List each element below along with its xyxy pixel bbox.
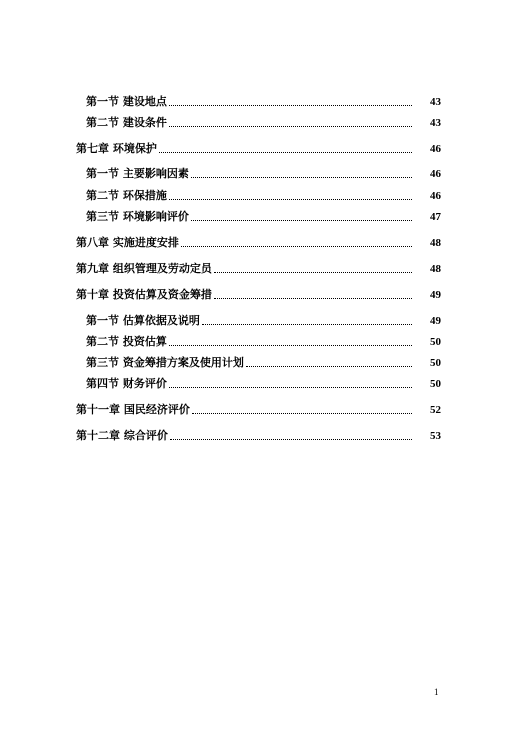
toc-entry-page: 50 — [430, 336, 441, 348]
toc-entry-page: 46 — [430, 143, 441, 155]
toc-entry-page: 49 — [430, 315, 441, 327]
dot-leader — [170, 438, 412, 440]
toc-entry-page: 43 — [430, 96, 441, 108]
toc-entry[interactable] — [76, 401, 441, 417]
dot-leader — [169, 344, 412, 346]
dot-leader — [169, 104, 412, 106]
dot-leader — [169, 125, 412, 127]
toc-entry-label: 第一节 估算依据及说明 — [86, 314, 200, 327]
dot-leader — [191, 176, 412, 178]
page-number: 1 — [434, 687, 439, 697]
toc-entry-page: 47 — [430, 211, 441, 223]
toc-entry[interactable] — [76, 140, 441, 156]
toc-entry-page: 48 — [430, 263, 441, 275]
toc-entry-label: 第一节 建设地点 — [86, 95, 167, 108]
toc-entry-label: 第三节 资金筹措方案及使用计划 — [86, 356, 244, 369]
toc-entry-page: 50 — [430, 357, 441, 369]
toc-entry[interactable] — [76, 286, 441, 302]
toc-entry-label: 第九章 组织管理及劳动定员 — [76, 262, 212, 275]
toc-entry-label: 第八章 实施进度安排 — [76, 236, 179, 249]
toc-entry[interactable] — [86, 187, 441, 203]
toc-entry[interactable] — [86, 354, 441, 370]
dot-leader — [214, 297, 412, 299]
toc-entry-label: 第一节 主要影响因素 — [86, 167, 189, 180]
dot-leader — [159, 151, 412, 153]
toc-entry-label: 第二节 环保措施 — [86, 189, 167, 202]
dot-leader — [169, 386, 412, 388]
toc-entry-page: 52 — [430, 404, 441, 416]
toc-entry[interactable] — [86, 93, 441, 109]
toc-entry-page: 48 — [430, 237, 441, 249]
toc-entry[interactable] — [86, 114, 441, 130]
dot-leader — [169, 198, 412, 200]
toc-entry[interactable] — [86, 208, 441, 224]
toc-entry-page: 46 — [430, 190, 441, 202]
toc-entry-label: 第二节 建设条件 — [86, 116, 167, 129]
toc-entry-label: 第二节 投资估算 — [86, 335, 167, 348]
toc-entry[interactable] — [76, 427, 441, 443]
dot-leader — [246, 365, 412, 367]
toc-entry[interactable] — [86, 333, 441, 349]
toc-entry-page: 50 — [430, 378, 441, 390]
toc-entry-label: 第十二章 综合评价 — [76, 429, 168, 442]
dot-leader — [214, 271, 412, 273]
toc-entry-label: 第三节 环境影响评价 — [86, 210, 189, 223]
toc-entry-page: 43 — [430, 117, 441, 129]
dot-leader — [202, 323, 412, 325]
toc-entry-label: 第四节 财务评价 — [86, 377, 167, 390]
dot-leader — [192, 412, 412, 414]
dot-leader — [181, 245, 412, 247]
toc-entry-label: 第七章 环境保护 — [76, 142, 157, 155]
toc-entry-page: 46 — [430, 168, 441, 180]
toc-entry[interactable] — [86, 312, 441, 328]
toc-entry-page: 53 — [430, 430, 441, 442]
dot-leader — [191, 219, 412, 221]
toc-entry[interactable] — [86, 165, 441, 181]
toc-entry-page: 49 — [430, 289, 441, 301]
toc-entry-label: 第十章 投资估算及资金筹措 — [76, 288, 212, 301]
toc-entry[interactable] — [76, 260, 441, 276]
toc-entry-label: 第十一章 国民经济评价 — [76, 403, 190, 416]
toc-entry[interactable] — [76, 234, 441, 250]
toc-entry[interactable] — [86, 375, 441, 391]
